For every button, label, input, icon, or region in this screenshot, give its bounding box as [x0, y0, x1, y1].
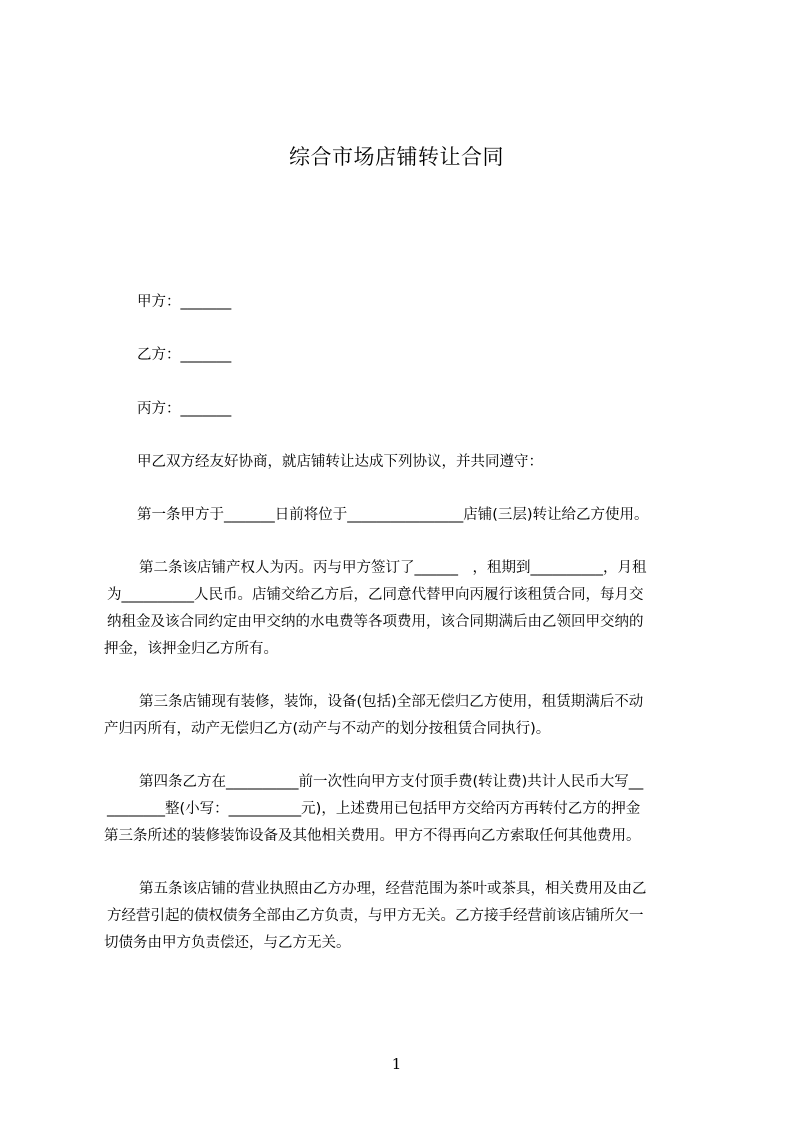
article-3-line: 第三条店铺现有装修，装饰，设备(包括)全部无偿归乙方使用，租赁期满后不动 [139, 694, 644, 710]
party-b-line: 乙方：_______ [137, 347, 232, 363]
article-3-line: 产归丙所有，动产无偿归乙方(动产与不动产的划分按租赁合同执行)。 [104, 721, 551, 737]
party-c-line: 丙方：_______ [137, 401, 232, 417]
article-1-line: 第一条甲方于_______日前将位于________________店铺(三层)转让给乙方使用。 [137, 507, 649, 523]
party-a-line: 甲方：_______ [137, 294, 232, 310]
article-2-line: 第二条该店铺产权人为丙。丙与甲方签订了______ ，租期到__________，月租 [139, 560, 647, 576]
article-5-line: 第五条该店铺的营业执照由乙方办理，经营范围为茶叶或茶具，相关费用及由乙 [139, 881, 647, 897]
article-4-line: 第四条乙方在__________前一次性向甲方支付顶手费(转让费)共计人民币大写__ [139, 774, 644, 790]
article-5-line: 方经营引起的债权债务全部由乙方负责，与甲方无关。乙方接手经营前该店铺所欠一 [107, 908, 644, 924]
contract-title: 综合市场店铺转让合同 [289, 145, 504, 169]
article-4-line: 第三条所述的装修装饰设备及其他相关费用。甲方不得再向乙方索取任何其他费用。 [104, 828, 641, 844]
article-2-line: 为__________人民币。店铺交给乙方后，乙同意代替甲向丙履行该租赁合同，每月交 [107, 587, 644, 603]
intro-paragraph: 甲乙双方经友好协商，就店铺转让达成下列协议，并共同遵守： [137, 454, 543, 470]
article-5-line: 切债务由甲方负责偿还，与乙方无关。 [104, 935, 351, 951]
page-number: 1 [391, 1055, 402, 1073]
article-4-line: ________整(小写：__________元)，上述费用已包括甲方交给丙方再转付乙方的押金 [107, 801, 641, 817]
article-2-line: 押金，该押金归乙方所有。 [104, 641, 278, 657]
article-2-line: 纳租金及该合同约定由甲交纳的水电费等各项费用，该合同期满后由乙领回甲交纳的 [107, 614, 644, 630]
